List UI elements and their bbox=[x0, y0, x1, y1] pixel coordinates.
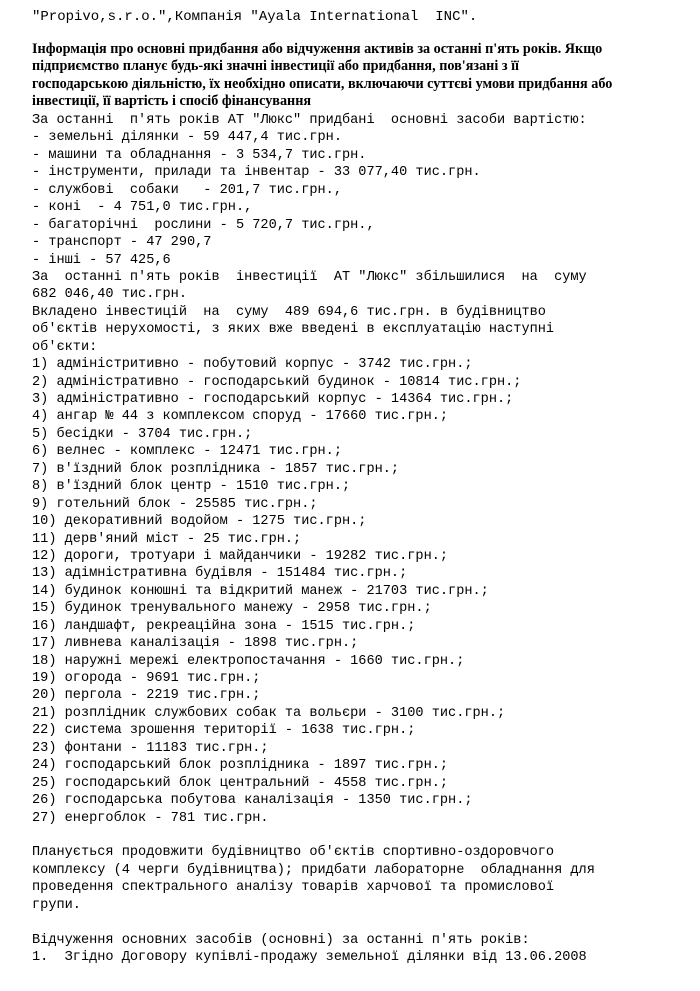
body-line: 25) господарський блок центральний - 4558 тис.грн.; bbox=[32, 775, 449, 791]
body-line: - коні - 4 751,0 тис.грн., bbox=[32, 200, 253, 216]
heading-line: інвестиції, її вартість і спосіб фінансування bbox=[32, 93, 312, 110]
body-line: проведення спектрального аналізу товарів харчової та промислової bbox=[32, 880, 555, 896]
body-line: 16) ландшафт, рекреаційна зона - 1515 тис.грн.; bbox=[32, 618, 416, 634]
body-line: 15) будинок тренувального манежу - 2958 тис.грн.; bbox=[32, 601, 432, 617]
body-line: 14) будинок конюшні та відкритий манеж - 21703 тис.грн.; bbox=[32, 583, 489, 599]
body-line: 2) адміністративно - господарський будинок - 10814 тис.грн.; bbox=[32, 374, 522, 390]
body-line: - земельні ділянки - 59 447,4 тис.грн. bbox=[32, 130, 342, 146]
body-line: 4) ангар № 44 з комплексом споруд - 17660 тис.грн.; bbox=[32, 409, 449, 425]
body-line: За останні п'ять років інвестиції АТ "Люкс" збільшилися на суму bbox=[32, 269, 587, 285]
body-line: - інші - 57 425,6 bbox=[32, 252, 171, 268]
body-line: 27) енергоблок - 781 тис.грн. bbox=[32, 810, 269, 826]
body-line: 24) господарський блок розплідника - 1897 тис.грн.; bbox=[32, 758, 449, 774]
body-line: 7) в'їздний блок розплідника - 1857 тис.грн.; bbox=[32, 461, 400, 477]
body-line: Планується продовжити будівництво об'єктів спортивно-оздоровчого bbox=[32, 845, 555, 861]
body-line: об'єктів нерухомості, з яких вже введені в експлуатацію наступні bbox=[32, 322, 555, 338]
body-line: комплексу (4 черги будівництва); придбати лабораторне обладнання для bbox=[32, 862, 595, 878]
body-line: - багаторічні рослини - 5 720,7 тис.грн., bbox=[32, 217, 375, 233]
body-line: 12) дороги, тротуари і майданчики - 19282 тис.грн.; bbox=[32, 548, 449, 564]
body-line: За останні п'ять років АТ "Люкс" придбані основні засоби вартістю: bbox=[32, 113, 587, 128]
heading-line: Інформація про основні придбання або відчуження активів за останні п'ять років. Якщо bbox=[32, 41, 603, 57]
body-line: Відчуження основних засобів (основні) за останні п'ять років: bbox=[32, 932, 530, 948]
body-line: 21) розплідник службових собак та вольєри - 3100 тис.грн.; bbox=[32, 705, 506, 721]
body-line: 20) пергола - 2219 тис.грн.; bbox=[32, 688, 261, 704]
document-body bbox=[32, 112, 692, 966]
body-line: групи. bbox=[32, 897, 81, 913]
body-line: 10) декоративний водойом - 1275 тис.грн.; bbox=[32, 514, 367, 530]
body-line: 26) господарська побутова каналізація - 1350 тис.грн.; bbox=[32, 793, 473, 809]
body-line: 9) готельний блок - 25585 тис.грн.; bbox=[32, 496, 318, 512]
heading-line: господарською діяльністю, їх необхідно описати, включаючи суттєві умови придбання або bbox=[32, 75, 613, 92]
body-line bbox=[32, 914, 692, 931]
section-heading bbox=[32, 41, 632, 111]
body-line: 6) велнес - комплекс - 12471 тис.грн.; bbox=[32, 444, 342, 460]
body-line: 19) огорода - 9691 тис.грн.; bbox=[32, 671, 261, 686]
body-line: 23) фонтани - 11183 тис.грн.; bbox=[32, 740, 269, 756]
body-line: Вкладено інвестицій на суму 489 694,6 тис.грн. в будівництво bbox=[32, 304, 546, 320]
company-header: "Propivo,s.r.o.",Компанія "Ayala International INC". bbox=[32, 9, 478, 25]
body-line: 5) бесідки - 3704 тис.грн.; bbox=[32, 426, 253, 442]
body-line: 682 046,40 тис.грн. bbox=[32, 287, 187, 303]
body-line: 13) адімністративна будівля - 151484 тис.грн.; bbox=[32, 566, 408, 582]
body-line: 1. Згідно Договору купівлі-продажу земельної ділянки від 13.06.2008 bbox=[32, 950, 587, 965]
body-line: 11) дерв'яний міст - 25 тис.грн.; bbox=[32, 531, 302, 547]
body-line: 22) система зрошення території - 1638 тис.грн.; bbox=[32, 723, 416, 739]
body-line: 18) наружні мережі електропостачання - 1660 тис.грн.; bbox=[32, 653, 465, 669]
body-line: - службові собаки - 201,7 тис.грн., bbox=[32, 182, 342, 198]
body-line: 8) в'їздний блок центр - 1510 тис.грн.; bbox=[32, 479, 351, 495]
body-line: 17) ливнева каналізація - 1898 тис.грн.; bbox=[32, 636, 359, 652]
body-line bbox=[32, 827, 692, 844]
body-line: - транспорт - 47 290,7 bbox=[32, 235, 212, 251]
body-line: 1) адміністритивно - побутовий корпус - 3742 тис.грн.; bbox=[32, 357, 473, 373]
body-line: - інструменти, прилади та інвентар - 33 077,40 тис.грн. bbox=[32, 165, 481, 181]
body-line: 3) адміністративно - господарський корпус - 14364 тис.грн.; bbox=[32, 392, 514, 407]
body-line: об'єкти: bbox=[32, 339, 98, 355]
heading-line: підприємство планує будь-які значні інвестиції або придбання, пов'язані з її bbox=[32, 58, 519, 75]
body-line: - машини та обладнання - 3 534,7 тис.грн. bbox=[32, 147, 367, 163]
